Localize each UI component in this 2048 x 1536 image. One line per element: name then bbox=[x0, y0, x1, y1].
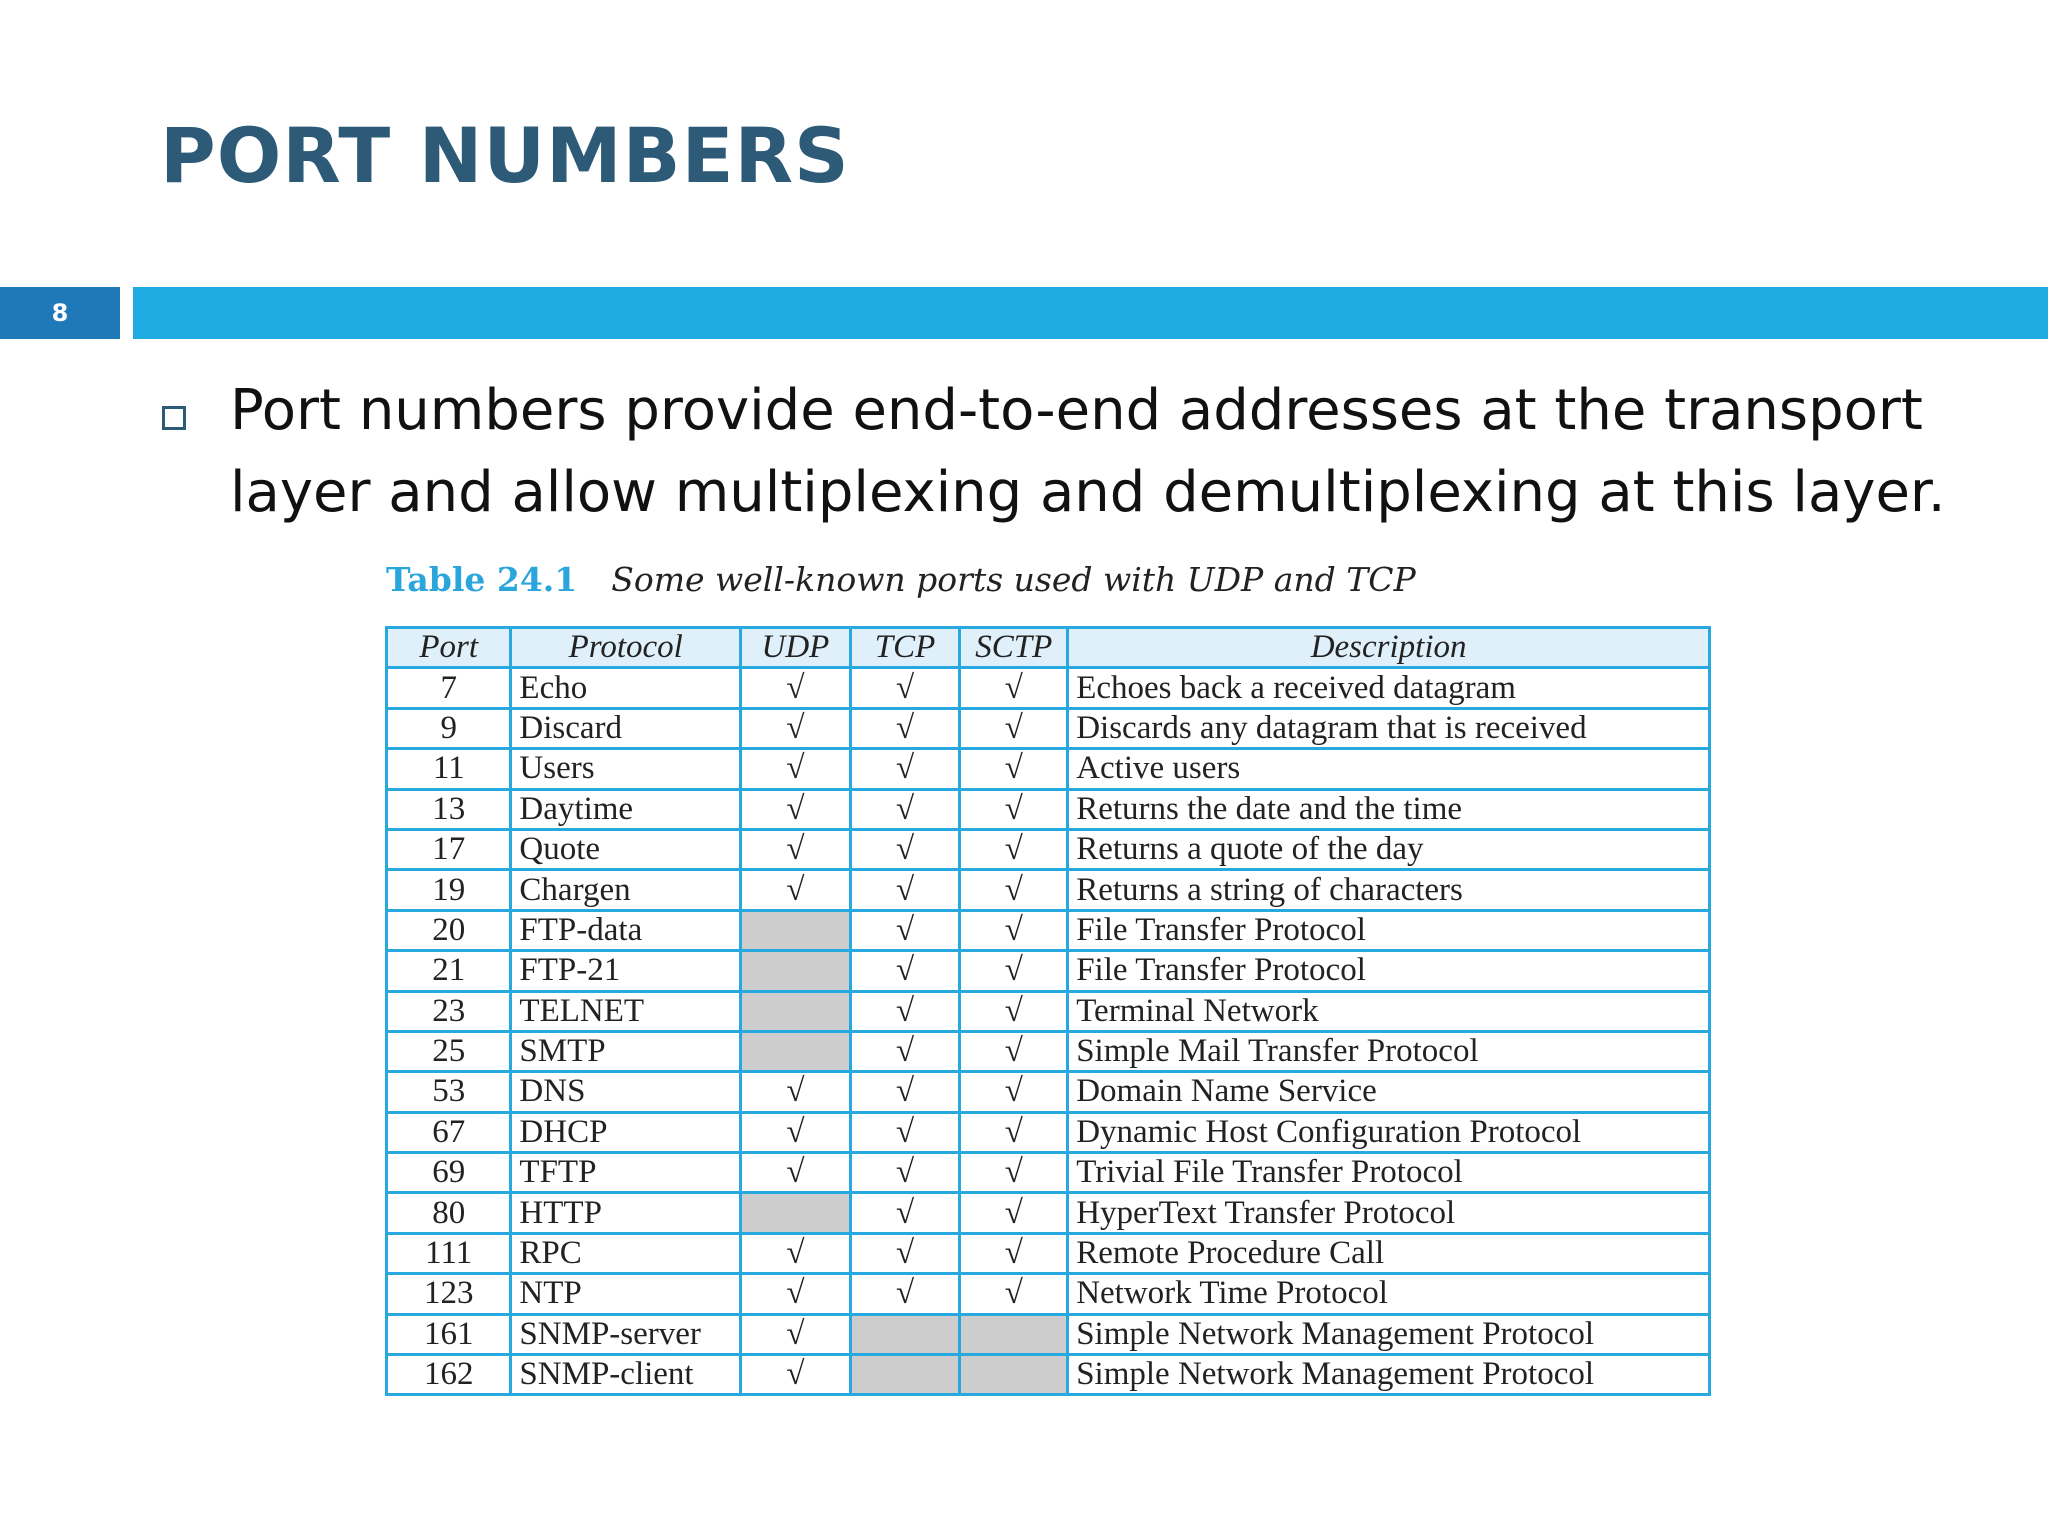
description-cell: File Transfer Protocol bbox=[1068, 951, 1710, 991]
tcp-check-icon: √ bbox=[850, 829, 960, 869]
description-cell: Active users bbox=[1068, 749, 1710, 789]
ports-table bbox=[385, 626, 1711, 1396]
protocol-cell: Echo bbox=[511, 668, 741, 708]
port-cell: 53 bbox=[387, 1072, 511, 1112]
sctp-unsupported-cell bbox=[960, 1355, 1068, 1395]
tcp-unsupported-cell bbox=[850, 1355, 960, 1395]
udp-check-icon: √ bbox=[741, 1072, 851, 1112]
udp-check-icon: √ bbox=[741, 789, 851, 829]
protocol-cell: DHCP bbox=[511, 1112, 741, 1152]
table-row bbox=[387, 1314, 1710, 1354]
port-cell: 20 bbox=[387, 910, 511, 950]
table-row bbox=[387, 1355, 1710, 1395]
udp-check-icon: √ bbox=[741, 1274, 851, 1314]
udp-unsupported-cell bbox=[741, 951, 851, 991]
sctp-check-icon: √ bbox=[960, 1072, 1068, 1112]
sctp-check-icon: √ bbox=[960, 1193, 1068, 1233]
description-cell: Simple Network Management Protocol bbox=[1068, 1314, 1710, 1354]
description-cell: Echoes back a received datagram bbox=[1068, 668, 1710, 708]
tcp-check-icon: √ bbox=[850, 1112, 960, 1152]
tcp-check-icon: √ bbox=[850, 1072, 960, 1112]
tcp-check-icon: √ bbox=[850, 870, 960, 910]
description-cell: Remote Procedure Call bbox=[1068, 1233, 1710, 1273]
udp-check-icon: √ bbox=[741, 668, 851, 708]
description-cell: Terminal Network bbox=[1068, 991, 1710, 1031]
port-cell: 69 bbox=[387, 1153, 511, 1193]
port-cell: 67 bbox=[387, 1112, 511, 1152]
tcp-check-icon: √ bbox=[850, 1031, 960, 1071]
protocol-cell: Chargen bbox=[511, 870, 741, 910]
sctp-check-icon: √ bbox=[960, 789, 1068, 829]
port-cell: 111 bbox=[387, 1233, 511, 1273]
header-sctp: SCTP bbox=[960, 628, 1068, 668]
udp-unsupported-cell bbox=[741, 991, 851, 1031]
tcp-check-icon: √ bbox=[850, 1233, 960, 1273]
protocol-cell: TFTP bbox=[511, 1153, 741, 1193]
description-cell: Network Time Protocol bbox=[1068, 1274, 1710, 1314]
protocol-cell: Discard bbox=[511, 708, 741, 748]
table-row bbox=[387, 1153, 1710, 1193]
port-cell: 161 bbox=[387, 1314, 511, 1354]
table-row bbox=[387, 1274, 1710, 1314]
description-cell: Dynamic Host Configuration Protocol bbox=[1068, 1112, 1710, 1152]
accent-bar bbox=[133, 287, 2048, 339]
udp-check-icon: √ bbox=[741, 1233, 851, 1273]
tcp-unsupported-cell bbox=[850, 1314, 960, 1354]
port-cell: 25 bbox=[387, 1031, 511, 1071]
table-caption-text: Some well-known ports used with UDP and TCP bbox=[611, 560, 1416, 599]
table-body bbox=[387, 668, 1710, 1395]
header-port: Port bbox=[387, 628, 511, 668]
table-row bbox=[387, 1233, 1710, 1273]
sctp-unsupported-cell bbox=[960, 1314, 1068, 1354]
table-row bbox=[387, 708, 1710, 748]
protocol-cell: Users bbox=[511, 749, 741, 789]
port-cell: 9 bbox=[387, 708, 511, 748]
table-row bbox=[387, 749, 1710, 789]
protocol-cell: SMTP bbox=[511, 1031, 741, 1071]
udp-unsupported-cell bbox=[741, 1193, 851, 1233]
protocol-cell: Quote bbox=[511, 829, 741, 869]
description-cell: Simple Network Management Protocol bbox=[1068, 1355, 1710, 1395]
port-cell: 11 bbox=[387, 749, 511, 789]
udp-check-icon: √ bbox=[741, 870, 851, 910]
header-tcp: TCP bbox=[850, 628, 960, 668]
tcp-check-icon: √ bbox=[850, 951, 960, 991]
slide-number-badge bbox=[0, 287, 120, 339]
sctp-check-icon: √ bbox=[960, 910, 1068, 950]
table-row bbox=[387, 668, 1710, 708]
description-cell: File Transfer Protocol bbox=[1068, 910, 1710, 950]
udp-check-icon: √ bbox=[741, 829, 851, 869]
udp-check-icon: √ bbox=[741, 1355, 851, 1395]
udp-check-icon: √ bbox=[741, 1314, 851, 1354]
port-cell: 23 bbox=[387, 991, 511, 1031]
description-cell: Domain Name Service bbox=[1068, 1072, 1710, 1112]
table-row bbox=[387, 870, 1710, 910]
square-bullet-icon bbox=[162, 406, 186, 430]
description-cell: HyperText Transfer Protocol bbox=[1068, 1193, 1710, 1233]
description-cell: Trivial File Transfer Protocol bbox=[1068, 1153, 1710, 1193]
description-cell: Discards any datagram that is received bbox=[1068, 708, 1710, 748]
header-udp: UDP bbox=[741, 628, 851, 668]
sctp-check-icon: √ bbox=[960, 991, 1068, 1031]
protocol-cell: HTTP bbox=[511, 1193, 741, 1233]
sctp-check-icon: √ bbox=[960, 1274, 1068, 1314]
sctp-check-icon: √ bbox=[960, 1112, 1068, 1152]
slide-title: PORT NUMBERS bbox=[160, 111, 850, 200]
bullet-text: Port numbers provide end-to-end addresses at the transport layer and allow multiplexing and demultiplexing at this layer. bbox=[230, 378, 1946, 525]
header-protocol: Protocol bbox=[511, 628, 741, 668]
sctp-check-icon: √ bbox=[960, 1233, 1068, 1273]
table-row bbox=[387, 910, 1710, 950]
table-row bbox=[387, 1112, 1710, 1152]
table-caption-number: Table 24.1 bbox=[386, 560, 578, 599]
table-caption bbox=[386, 560, 1416, 599]
table-row bbox=[387, 829, 1710, 869]
description-cell: Returns the date and the time bbox=[1068, 789, 1710, 829]
udp-check-icon: √ bbox=[741, 749, 851, 789]
tcp-check-icon: √ bbox=[850, 708, 960, 748]
description-cell: Simple Mail Transfer Protocol bbox=[1068, 1031, 1710, 1071]
protocol-cell: NTP bbox=[511, 1274, 741, 1314]
port-cell: 13 bbox=[387, 789, 511, 829]
tcp-check-icon: √ bbox=[850, 668, 960, 708]
port-cell: 80 bbox=[387, 1193, 511, 1233]
table-row bbox=[387, 951, 1710, 991]
table-row bbox=[387, 991, 1710, 1031]
protocol-cell: FTP-21 bbox=[511, 951, 741, 991]
sctp-check-icon: √ bbox=[960, 829, 1068, 869]
table-row bbox=[387, 1072, 1710, 1112]
sctp-check-icon: √ bbox=[960, 951, 1068, 991]
sctp-check-icon: √ bbox=[960, 1031, 1068, 1071]
description-cell: Returns a quote of the day bbox=[1068, 829, 1710, 869]
port-cell: 19 bbox=[387, 870, 511, 910]
protocol-cell: SNMP-client bbox=[511, 1355, 741, 1395]
udp-check-icon: √ bbox=[741, 1153, 851, 1193]
tcp-check-icon: √ bbox=[850, 749, 960, 789]
port-cell: 162 bbox=[387, 1355, 511, 1395]
protocol-cell: TELNET bbox=[511, 991, 741, 1031]
tcp-check-icon: √ bbox=[850, 1153, 960, 1193]
port-cell: 123 bbox=[387, 1274, 511, 1314]
tcp-check-icon: √ bbox=[850, 789, 960, 829]
sctp-check-icon: √ bbox=[960, 708, 1068, 748]
tcp-check-icon: √ bbox=[850, 910, 960, 950]
sctp-check-icon: √ bbox=[960, 668, 1068, 708]
protocol-cell: RPC bbox=[511, 1233, 741, 1273]
table-header-row bbox=[387, 628, 1710, 668]
protocol-cell: DNS bbox=[511, 1072, 741, 1112]
table-row bbox=[387, 789, 1710, 829]
table-row bbox=[387, 1193, 1710, 1233]
port-cell: 17 bbox=[387, 829, 511, 869]
udp-unsupported-cell bbox=[741, 910, 851, 950]
udp-check-icon: √ bbox=[741, 708, 851, 748]
header-description: Description bbox=[1068, 628, 1710, 668]
port-cell: 21 bbox=[387, 951, 511, 991]
tcp-check-icon: √ bbox=[850, 1193, 960, 1233]
slide-number: 8 bbox=[51, 299, 69, 327]
sctp-check-icon: √ bbox=[960, 749, 1068, 789]
sctp-check-icon: √ bbox=[960, 870, 1068, 910]
protocol-cell: Daytime bbox=[511, 789, 741, 829]
tcp-check-icon: √ bbox=[850, 1274, 960, 1314]
description-cell: Returns a string of characters bbox=[1068, 870, 1710, 910]
protocol-cell: SNMP-server bbox=[511, 1314, 741, 1354]
table-row bbox=[387, 1031, 1710, 1071]
port-cell: 7 bbox=[387, 668, 511, 708]
udp-check-icon: √ bbox=[741, 1112, 851, 1152]
protocol-cell: FTP-data bbox=[511, 910, 741, 950]
udp-unsupported-cell bbox=[741, 1031, 851, 1071]
tcp-check-icon: √ bbox=[850, 991, 960, 1031]
sctp-check-icon: √ bbox=[960, 1153, 1068, 1193]
